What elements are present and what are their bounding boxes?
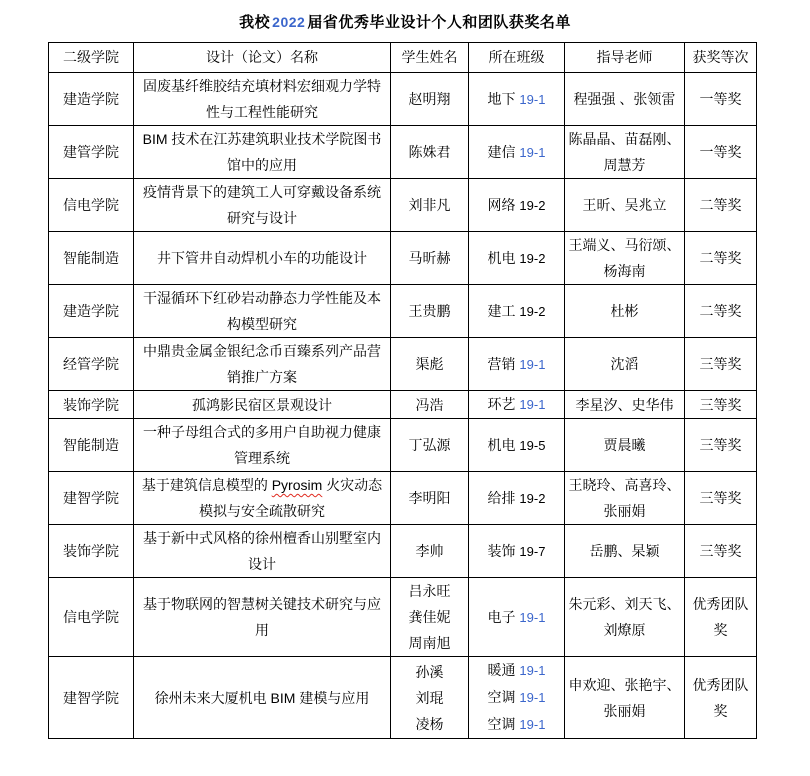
column-header-1: 设计（论文）名称 — [134, 43, 391, 73]
project-cell — [134, 179, 391, 232]
class-code: 19-1 — [519, 609, 546, 625]
students-cell — [391, 578, 469, 657]
column-header-5: 获奖等次 — [685, 43, 757, 73]
class-dept: 空调 — [487, 716, 520, 732]
table-row — [49, 578, 757, 657]
student-name: 李帅 — [415, 543, 444, 559]
student-name: 孙溪 — [415, 663, 444, 680]
student-name: 马昕赫 — [408, 250, 451, 266]
advisors-cell: 申欢迎、张艳宇、张丽娟 — [565, 657, 685, 739]
class-name — [472, 711, 561, 738]
student-name: 凌杨 — [415, 715, 444, 732]
project-text: 井下管井自动焊机小车的功能设计 — [157, 250, 367, 266]
student-name: 刘非凡 — [408, 197, 451, 213]
class-code: 19-5 — [519, 437, 546, 453]
advisors-cell: 王昕、吴兆立 — [565, 179, 685, 232]
column-header-4: 指导老师 — [565, 43, 685, 73]
class-dept: 给排 — [487, 489, 520, 506]
table-row — [49, 472, 757, 525]
student-name: 龚佳妮 — [408, 609, 451, 625]
title-suffix: 届省优秀毕业设计个人和团队获奖名单 — [307, 14, 571, 31]
project-text: 干湿循环下红砂岩动静态力学性能及本构模型研究 — [143, 290, 381, 332]
class-name — [472, 245, 561, 272]
advisors-cell: 贾晨曦 — [565, 419, 685, 472]
award-cell: 三等奖 — [685, 472, 757, 525]
students-cell — [391, 232, 469, 285]
class-name — [472, 298, 561, 325]
project-cell — [134, 578, 391, 657]
class-code: 19-1 — [519, 690, 546, 705]
project-text: 徐州未来大厦机电 BIM 建模与应用 — [154, 689, 370, 706]
table-row — [49, 179, 757, 232]
class-dept: 营销 — [487, 355, 520, 372]
award-cell: 二等奖 — [685, 285, 757, 338]
class-code: 19-1 — [519, 397, 546, 412]
class-code: 19-2 — [519, 197, 546, 213]
award-cell: 三等奖 — [685, 419, 757, 472]
classes-cell — [469, 73, 565, 126]
classes-cell — [469, 472, 565, 525]
award-cell: 优秀团队奖 — [685, 578, 757, 657]
project-cell — [134, 657, 391, 739]
award-cell: 一等奖 — [685, 73, 757, 126]
table-row — [49, 126, 757, 179]
advisors-cell: 王晓玲、高喜玲、张丽娟 — [565, 472, 685, 525]
class-name — [472, 684, 561, 711]
class-name — [472, 604, 561, 631]
project-text: 疫情背景下的建筑工人可穿戴设备系统研究与设计 — [143, 184, 381, 226]
college-cell: 装饰学院 — [49, 525, 134, 578]
college-cell: 智能制造 — [49, 232, 134, 285]
college-cell: 装饰学院 — [49, 391, 134, 419]
advisors-cell: 程强强 、张领雷 — [565, 73, 685, 126]
advisors-cell: 杜彬 — [565, 285, 685, 338]
page-title — [0, 11, 810, 32]
student-name: 王贵鹏 — [408, 303, 451, 319]
students-cell — [391, 657, 469, 739]
student-name: 陈姝君 — [408, 144, 451, 160]
class-name — [472, 485, 561, 512]
class-code: 19-2 — [519, 303, 546, 319]
students-cell — [391, 419, 469, 472]
award-cell: 三等奖 — [685, 338, 757, 391]
college-cell: 建造学院 — [49, 73, 134, 126]
project-cell — [134, 391, 391, 419]
project-cell — [134, 73, 391, 126]
advisors-cell: 沈滔 — [565, 338, 685, 391]
award-cell: 二等奖 — [685, 232, 757, 285]
college-cell: 建智学院 — [49, 472, 134, 525]
students-cell — [391, 285, 469, 338]
advisors-cell: 朱元彩、刘天飞、刘燎原 — [565, 578, 685, 657]
table-row — [49, 525, 757, 578]
table-row — [49, 285, 757, 338]
students-cell — [391, 338, 469, 391]
class-dept: 环艺 — [487, 396, 520, 412]
class-code: 19-7 — [519, 543, 546, 559]
student-name: 赵明翔 — [408, 91, 451, 107]
column-header-2: 学生姓名 — [391, 43, 469, 73]
column-header-0: 二级学院 — [49, 43, 134, 73]
class-dept: 机电 — [487, 249, 520, 266]
student-name: 李明阳 — [408, 490, 451, 506]
project-cell — [134, 285, 391, 338]
class-name — [472, 86, 561, 113]
class-dept: 暖通 — [487, 662, 520, 678]
table-row — [49, 391, 757, 419]
classes-cell — [469, 126, 565, 179]
college-cell: 信电学院 — [49, 179, 134, 232]
classes-cell — [469, 232, 565, 285]
project-text: 孤鸿影民宿区景观设计 — [192, 396, 332, 413]
project-text: 中鼎贵金属金银纪念币百臻系列产品营销推广方案 — [143, 343, 381, 385]
class-dept: 电子 — [487, 608, 520, 625]
college-cell: 建造学院 — [49, 285, 134, 338]
table-row — [49, 419, 757, 472]
advisors-cell: 李星汐、史华伟 — [565, 391, 685, 419]
classes-cell — [469, 419, 565, 472]
class-code: 19-2 — [519, 250, 546, 266]
class-dept: 装饰 — [487, 542, 520, 559]
students-cell — [391, 73, 469, 126]
class-code: 19-1 — [519, 663, 546, 678]
advisors-cell: 王端义、马衍颂、杨海南 — [565, 232, 685, 285]
project-cell — [134, 472, 391, 525]
class-name — [472, 657, 561, 684]
class-dept: 网络 — [487, 196, 520, 213]
project-text: 基于建筑信息模型的 — [141, 477, 272, 493]
class-code: 19-1 — [519, 356, 546, 372]
project-text: 一种子母组合式的多用户自助视力健康管理系统 — [143, 424, 381, 466]
table-header-row — [49, 43, 757, 73]
project-cell — [134, 525, 391, 578]
classes-cell — [469, 578, 565, 657]
students-cell — [391, 472, 469, 525]
project-text: 火灾动态模拟与安全疏散研究 — [199, 477, 383, 519]
title-year: 2022 — [272, 14, 306, 30]
class-dept: 空调 — [487, 689, 520, 705]
student-name: 刘琨 — [415, 689, 444, 706]
project-text-spellcheck: Pyrosim — [271, 477, 323, 493]
project-cell — [134, 126, 391, 179]
award-cell: 优秀团队奖 — [685, 657, 757, 739]
column-header-3: 所在班级 — [469, 43, 565, 73]
class-name — [472, 139, 561, 166]
advisors-cell: 岳鹏、杲颖 — [565, 525, 685, 578]
table-row — [49, 73, 757, 126]
student-name: 吕永旺 — [408, 583, 451, 599]
college-cell: 信电学院 — [49, 578, 134, 657]
award-cell: 三等奖 — [685, 391, 757, 419]
class-dept: 建信 — [487, 143, 520, 160]
class-code: 19-2 — [519, 490, 546, 506]
table-row — [49, 657, 757, 739]
class-name — [472, 432, 561, 459]
students-cell — [391, 126, 469, 179]
student-name: 冯浩 — [415, 396, 444, 413]
table-row — [49, 338, 757, 391]
classes-cell — [469, 391, 565, 419]
student-name: 渠彪 — [415, 356, 444, 372]
student-name: 丁弘源 — [408, 437, 451, 453]
project-text: BIM 技术在江苏建筑职业技术学院图书馆中的应用 — [142, 131, 382, 173]
project-text: 基于新中式风格的徐州檀香山别墅室内设计 — [143, 530, 381, 572]
class-name — [472, 538, 561, 565]
students-cell — [391, 391, 469, 419]
project-cell — [134, 419, 391, 472]
class-code: 19-1 — [519, 717, 546, 732]
students-cell — [391, 179, 469, 232]
classes-cell — [469, 285, 565, 338]
advisors-cell: 陈晶晶、苗磊刚、周慧芳 — [565, 126, 685, 179]
table-row — [49, 232, 757, 285]
class-name — [472, 351, 561, 378]
class-dept: 机电 — [487, 436, 520, 453]
classes-cell — [469, 657, 565, 739]
class-dept: 地下 — [487, 90, 520, 107]
college-cell: 经管学院 — [49, 338, 134, 391]
awards-table — [48, 42, 757, 739]
award-cell: 二等奖 — [685, 179, 757, 232]
class-code: 19-1 — [519, 91, 546, 107]
title-prefix: 我校 — [239, 14, 271, 31]
classes-cell — [469, 179, 565, 232]
project-text: 基于物联网的智慧树关键技术研究与应用 — [143, 596, 381, 638]
class-name — [472, 192, 561, 219]
class-dept: 建工 — [487, 302, 520, 319]
class-code: 19-1 — [519, 144, 546, 160]
college-cell: 智能制造 — [49, 419, 134, 472]
college-cell: 建管学院 — [49, 126, 134, 179]
project-text: 固废基纤维胶结充填材料宏细观力学特性与工程性能研究 — [143, 78, 381, 120]
award-cell: 一等奖 — [685, 126, 757, 179]
project-cell — [134, 338, 391, 391]
class-name — [472, 391, 561, 418]
students-cell — [391, 525, 469, 578]
classes-cell — [469, 338, 565, 391]
student-name: 周南旭 — [408, 635, 451, 651]
award-cell: 三等奖 — [685, 525, 757, 578]
classes-cell — [469, 525, 565, 578]
project-cell — [134, 232, 391, 285]
college-cell: 建智学院 — [49, 657, 134, 739]
